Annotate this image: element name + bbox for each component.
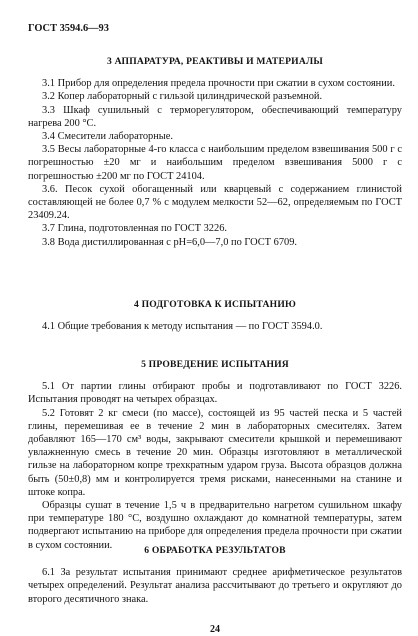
paragraph-3-7: 3.7 Глина, подготовленная по ГОСТ 3226. bbox=[42, 223, 227, 235]
paragraph-3-1: 3.1 Прибор для определения предела прочности при сжатии в сухом состоянии. bbox=[42, 78, 395, 90]
section-6 bbox=[28, 544, 402, 606]
paragraph-3-5: 3.5 Весы лабораторные 4-го класса с наибольшим пределом взвешивания 500 г с погрешностью ±20 мг и наибольшим пределом взвешивания 5000 г с погрешностью ±200 мг по ГОСТ 24104. bbox=[28, 144, 402, 182]
paragraph-5-2: 5.2 Готовят 2 кг смеси (по массе), состоящей из 95 частей песка и 5 частей глины, перемешивая ее в течение 2 мин в лабораторных смесителях. Затем добавляют 165—170 см³ воды, закрывают смесители крышкой и перемешивают увлажненную смесь в течение 20 мин. Образцы изготовляют в металлической гильзе на лабораторном копре трехкратным ударом груза. Высота образцов должна быть (50±0,8) мм и контролируется тремя рисками, нанесенными на станине и штоке копра. bbox=[28, 407, 402, 498]
section-3 bbox=[28, 55, 402, 249]
section-4 bbox=[28, 298, 402, 333]
section-6-title: 6 ОБРАБОТКА РЕЗУЛЬТАТОВ bbox=[144, 545, 286, 556]
paragraph-3-2: 3.2 Копер лабораторный с гильзой цилиндрической разъемной. bbox=[42, 91, 323, 103]
page-number: 24 bbox=[210, 624, 220, 635]
paragraph-4-1: 4.1 Общие требования к методу испытания — по ГОСТ 3594.0. bbox=[42, 321, 323, 333]
standard-designation: ГОСТ 3594.6—93 bbox=[28, 23, 109, 34]
paragraph-3-3: 3.3 Шкаф сушильный с терморегулятором, обеспечивающий температуру нагрева 200 °С. bbox=[28, 104, 402, 129]
section-5-title: 5 ПРОВЕДЕНИЕ ИСПЫТАНИЯ bbox=[141, 359, 289, 370]
paragraph-3-8: 3.8 Вода дистиллированная с pH=6,0—7,0 по ГОСТ 6709. bbox=[42, 236, 298, 248]
section-5 bbox=[28, 358, 402, 552]
paragraph-5-3: Образцы сушат в течение 1,5 ч в предварительно нагретом сушильном шкафу при температуре 180 °С, воздушно охлаждают до комнатной температуры, затем подвергают испытанию на приборе для определения предела прочности при сжатии в сухом состоянии. bbox=[28, 500, 402, 551]
paragraph-6-1: 6.1 За результат испытания принимают среднее арифметическое результатов четырех определений. Результат анализа рассчитывают до третьего и округляют до второго десятичного знака. bbox=[28, 567, 402, 605]
section-4-title: 4 ПОДГОТОВКА К ИСПЫТАНИЮ bbox=[134, 299, 296, 310]
paragraph-5-1: 5.1 От партии глины отбирают пробы и подготавливают по ГОСТ 3226. Испытания проводят на четырех образцах. bbox=[28, 381, 402, 406]
section-3-title: 3 АППАРАТУРА, РЕАКТИВЫ И МАТЕРИАЛЫ bbox=[107, 56, 323, 67]
paragraph-3-6: 3.6. Песок сухой обогащенный или кварцевый с содержанием глинистой составляющей не более 0,7 % с модулем мелкости 52—62, определяемым по ГОСТ 23409.24. bbox=[28, 183, 402, 222]
paragraph-3-4: 3.4 Смесители лабораторные. bbox=[42, 131, 173, 143]
